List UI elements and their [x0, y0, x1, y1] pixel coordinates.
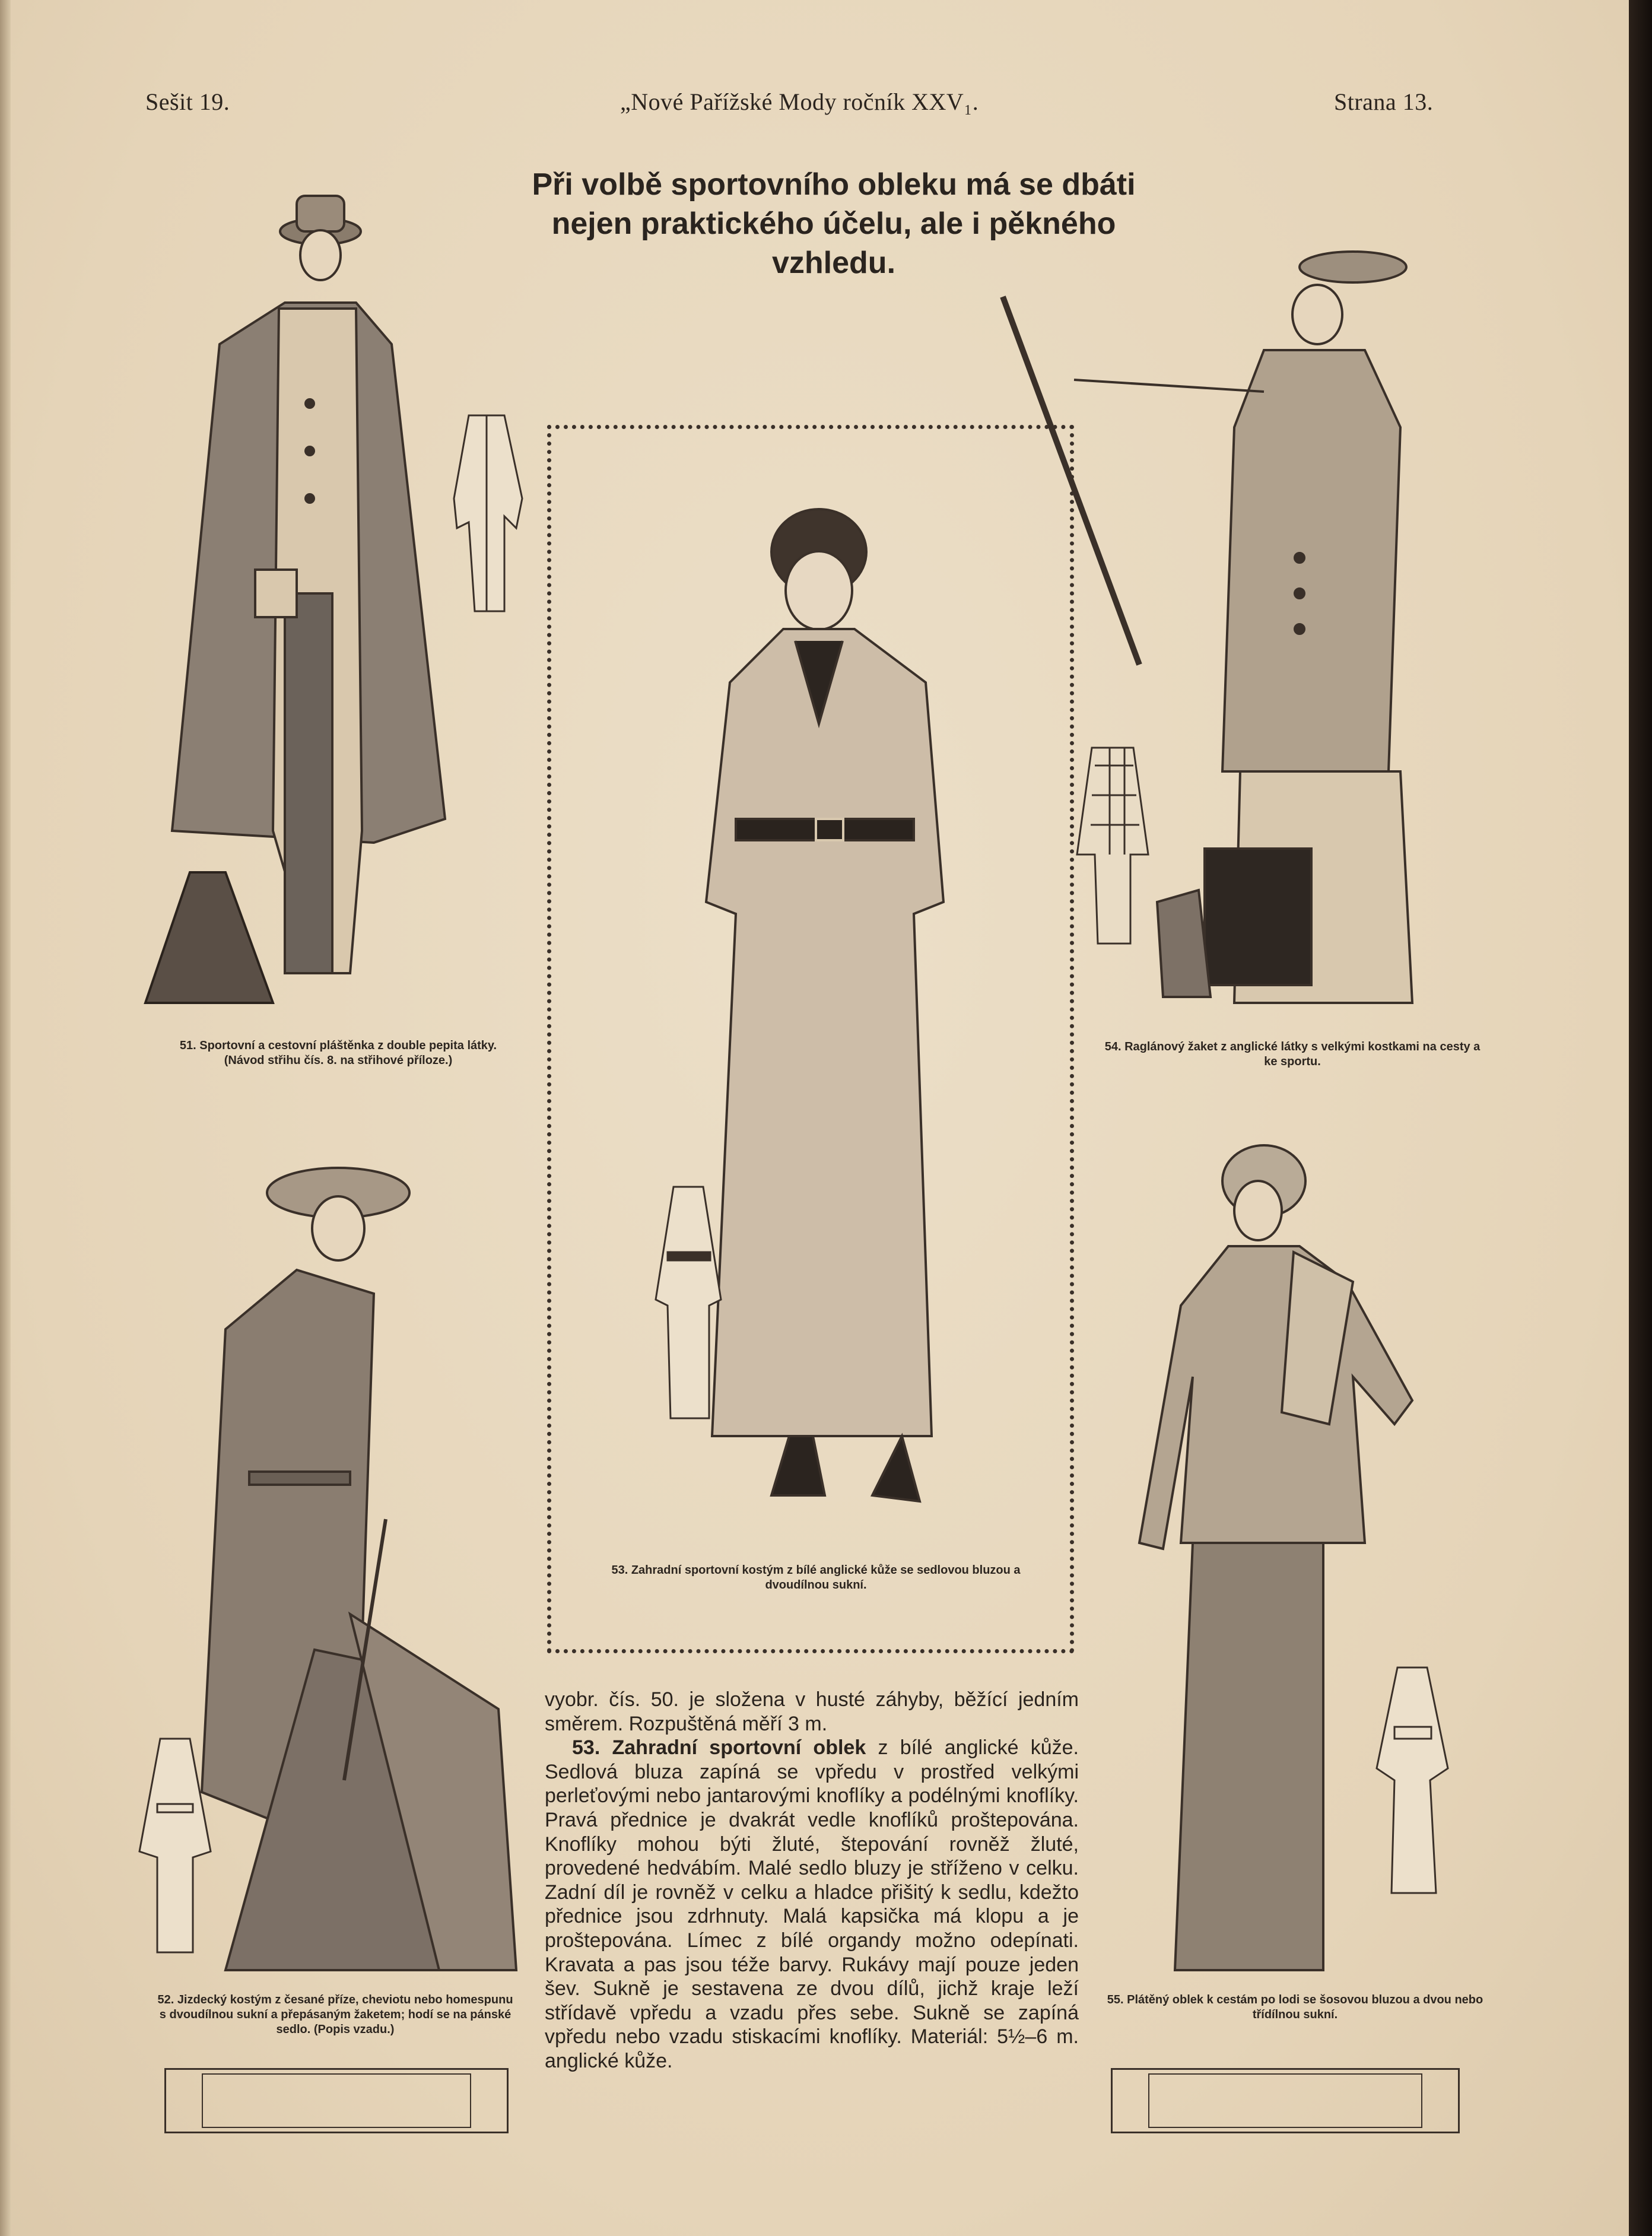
figure-51-cape-swatch	[142, 866, 279, 1009]
caption-figure-53: 53. Zahradní sportovní kostým z bílé anglické kůže se sedlovou bluzou a dvoudílnou sukní.	[611, 1564, 1021, 1592]
figure-51-back-view	[451, 409, 528, 623]
blank-box-right	[1111, 2068, 1460, 2133]
paragraph-lead: 53. Zahradní sportovní oblek	[572, 1736, 866, 1759]
page-left-edge	[0, 0, 11, 2236]
figure-53-back-view	[644, 1181, 733, 1430]
caption-figure-52: 52. Jizdecký kostým z česané příze, cheviotu nebo homespunu s dvoudílnou sukní a přepásaným žaketem; hodí se na pánské sedlo. (Popis vzadu.)	[157, 1993, 513, 2036]
page-number: Strana 13.	[1334, 88, 1434, 115]
figure-55-back-view	[1371, 1662, 1454, 1899]
page-headline: Při volbě sportovního obleku má se dbáti nejen praktického účelu, ale i pěkného vzhledu.	[532, 167, 1136, 280]
paragraph-figure-53	[545, 1736, 1079, 2073]
blank-box-left	[164, 2068, 509, 2133]
caption-figure-54: 54. Raglánový žaket z anglické látky s velkými kostkami na cesty a ke sportu.	[1104, 1040, 1481, 1068]
figure-52-back-view	[134, 1733, 217, 1958]
paragraph-continuation: vyobr. čís. 50. je složena v husté záhyby, běžící jedním směrem. Rozpuštěná měří 3 m.	[545, 1688, 1079, 1735]
paragraph-text: z bílé anglické kůže. Sedlová bluza zapíná se vpředu v prostřed velkými perleťovými nebo jantarovými knoflíky a podélnými knoflíky. Pravá přednice je dvakrát vedle knoflíků proštepována. Knoflíky mohou býti žluté, štepování rovněž žluté, provedené hedvábím. Malé sedlo bluzy je stříženo v celku. Zadní díl je rovněž v celku a hladce přišitý k sedlu, kdežto přednice jsou zdrhnuty. Malá kapsička má klopu a je proštepována. Límec z bílé organdy možno odepínati. Kravata a pas jsou téže barvy. Rukávy mají pouze jeden šev. Sukně je sestavena ze dvou dílů, jichž kraje leží střídavě vpředu a vzadu přes sebe. Sukně se zapíná vpředu nebo vzadu stiskacími knoflíky. Materiál: 5½–6 m. anglické kůže.	[545, 1736, 1079, 2072]
issue-number: Sešit 19.	[145, 88, 230, 115]
article-body	[545, 1688, 1079, 2073]
caption-figure-55: 55. Plátěný oblek k cestám po lodi se šosovou bluzou a dvou nebo třídílnou sukní.	[1107, 1993, 1483, 2021]
binding-edge	[1629, 0, 1652, 2236]
caption-figure-51: 51. Sportovní a cestovní pláštěnka z double pepita látky. (Návod střihu čís. 8. na střihové příloze.)	[179, 1039, 497, 1067]
figure-52-illustration	[178, 1139, 534, 1982]
figure-54-back-view	[1074, 742, 1151, 949]
journal-title: „Nové Pařížské Mody ročník XXV₁.	[620, 88, 979, 115]
